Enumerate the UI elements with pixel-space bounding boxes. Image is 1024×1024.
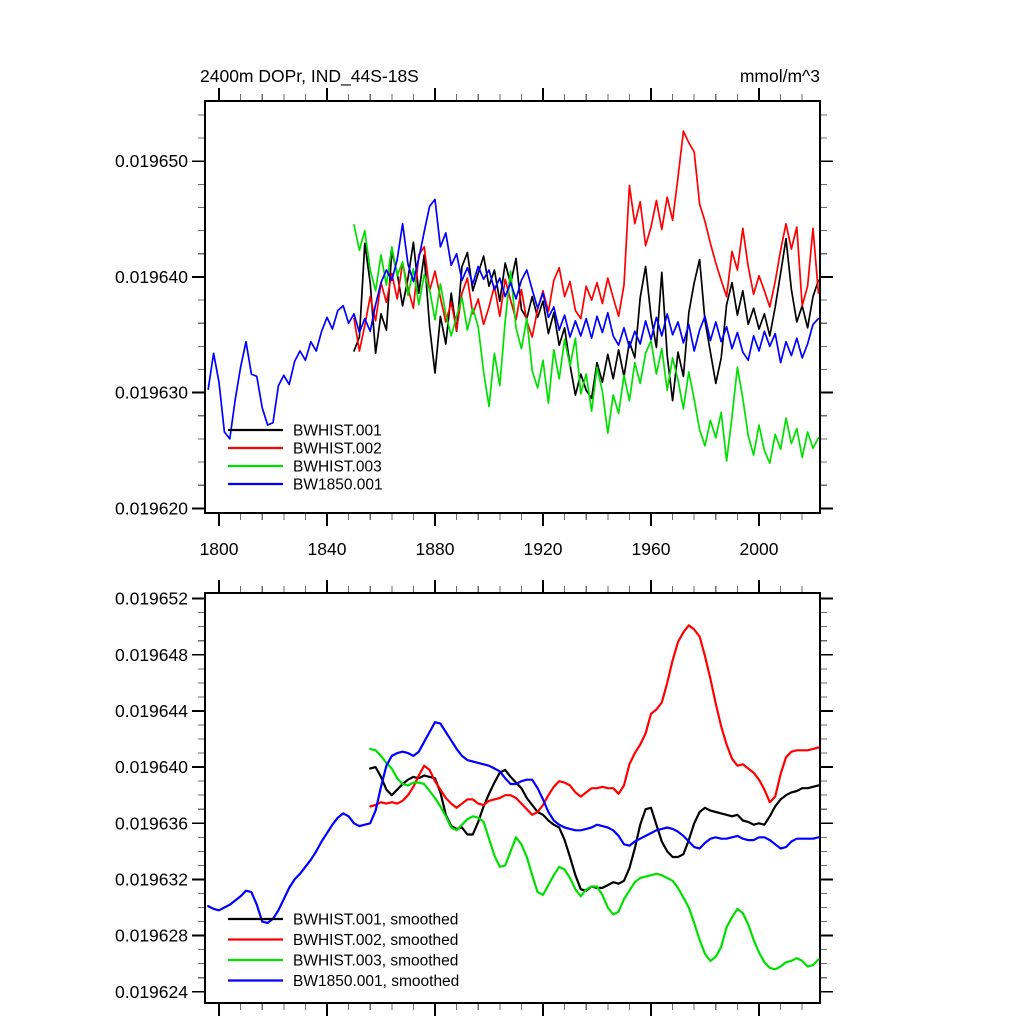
x-tick-label: 1840 — [307, 539, 347, 559]
legend-item — [228, 973, 459, 990]
series-line-bw1850.001-smoothed — [208, 722, 818, 923]
legend-item — [228, 441, 382, 458]
chart-annual — [115, 66, 833, 559]
x-tick-label: 1920 — [523, 539, 563, 559]
legend-label: BWHIST.001 — [293, 422, 382, 440]
y-tick-label: 0.019640 — [115, 757, 188, 778]
legend-item — [228, 459, 382, 476]
axis-ticks — [192, 580, 833, 1016]
legend-item — [228, 423, 382, 440]
y-tick-label: 0.019624 — [115, 981, 188, 1002]
legend-label: BWHIST.002, smoothed — [293, 932, 459, 949]
series-line-bw1850.001 — [208, 199, 818, 439]
y-tick-label: 0.019652 — [115, 588, 188, 609]
legend-label: BWHIST.002 — [293, 440, 382, 458]
x-tick-label: 1880 — [415, 539, 455, 559]
legend-label: BWHIST.003, smoothed — [293, 952, 459, 970]
x-tick-label: 1800 — [199, 539, 239, 559]
chart-units-label: mmol/m^3 — [739, 66, 820, 86]
legend-label: BW1850.001, smoothed — [293, 973, 460, 990]
y-tick-label: 0.019650 — [115, 151, 188, 172]
y-tick-label: 0.019630 — [115, 382, 188, 403]
y-tick-label: 0.019620 — [115, 498, 188, 519]
legend-item — [228, 932, 458, 949]
legend-item — [228, 477, 383, 494]
y-tick-label: 0.019640 — [115, 266, 188, 287]
y-tick-label: 0.019632 — [115, 869, 188, 890]
legend-label: BWHIST.001, smoothed — [293, 911, 459, 929]
series-group — [208, 131, 818, 463]
series-line-bwhist.002-smoothed — [370, 625, 818, 815]
legend-label: BWHIST.003 — [293, 458, 382, 476]
y-tick-label: 0.019628 — [115, 925, 188, 946]
chart-title: 2400m DOPr, IND_44S-18S — [200, 66, 419, 86]
y-tick-label: 0.019644 — [115, 700, 188, 721]
legend-item — [228, 912, 458, 929]
chart-smoothed — [115, 580, 833, 1016]
x-tick-label: 1960 — [631, 539, 671, 559]
legend-label: BW1850.001 — [293, 476, 383, 494]
x-tick-label: 2000 — [739, 539, 779, 559]
y-tick-label: 0.019648 — [115, 644, 188, 665]
y-tick-label: 0.019636 — [115, 813, 188, 834]
legend-item — [228, 953, 458, 970]
